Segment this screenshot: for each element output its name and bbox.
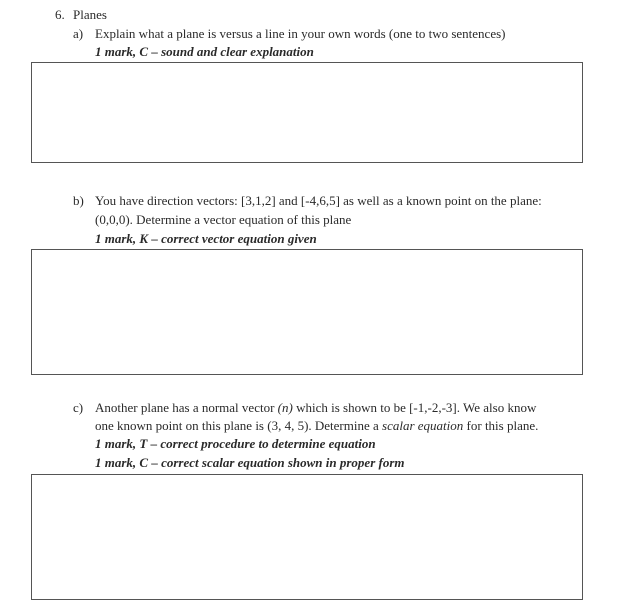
part-c-line1-pre: Another plane has a normal vector xyxy=(95,400,278,415)
part-c-line1-post: which is shown to be [-1,-2,-3]. We also know xyxy=(292,400,537,415)
part-b-prompt-line2: (0,0,0). Determine a vector equation of this plane xyxy=(95,212,352,227)
part-a-mark: 1 mark, C – sound and clear explanation xyxy=(95,44,314,59)
part-c-prompt-line1 xyxy=(95,399,536,417)
part-c-prompt-line2 xyxy=(95,417,538,435)
part-b-prompt-line1: You have direction vectors: [3,1,2] and [-4,6,5] as well as a known point on the plane: xyxy=(95,193,542,208)
part-b-letter: b) xyxy=(73,193,84,208)
question-title: Planes xyxy=(73,7,107,22)
part-c-line2-post: for this plane. xyxy=(463,418,539,433)
part-c-mark-2: 1 mark, C – correct scalar equation shown in proper form xyxy=(95,455,405,470)
part-b-mark: 1 mark, K – correct vector equation given xyxy=(95,231,317,246)
part-c-mark-1: 1 mark, T – correct procedure to determine equation xyxy=(95,436,376,451)
part-a-answer-box[interactable] xyxy=(31,62,583,163)
part-c-line2-pre: one known point on this plane is (3, 4, 5). Determine a xyxy=(95,418,383,433)
question-number: 6. xyxy=(55,7,65,22)
part-b-answer-box[interactable] xyxy=(31,249,583,375)
part-c-letter: c) xyxy=(73,400,84,415)
part-c-scalar-term: scalar equation xyxy=(382,418,464,433)
part-c-answer-box[interactable] xyxy=(31,474,583,600)
part-a-letter: a) xyxy=(73,26,84,41)
part-a-prompt: Explain what a plane is versus a line in your own words (one to two sentences) xyxy=(95,26,506,41)
part-c-normal-symbol: (n) xyxy=(277,400,293,415)
